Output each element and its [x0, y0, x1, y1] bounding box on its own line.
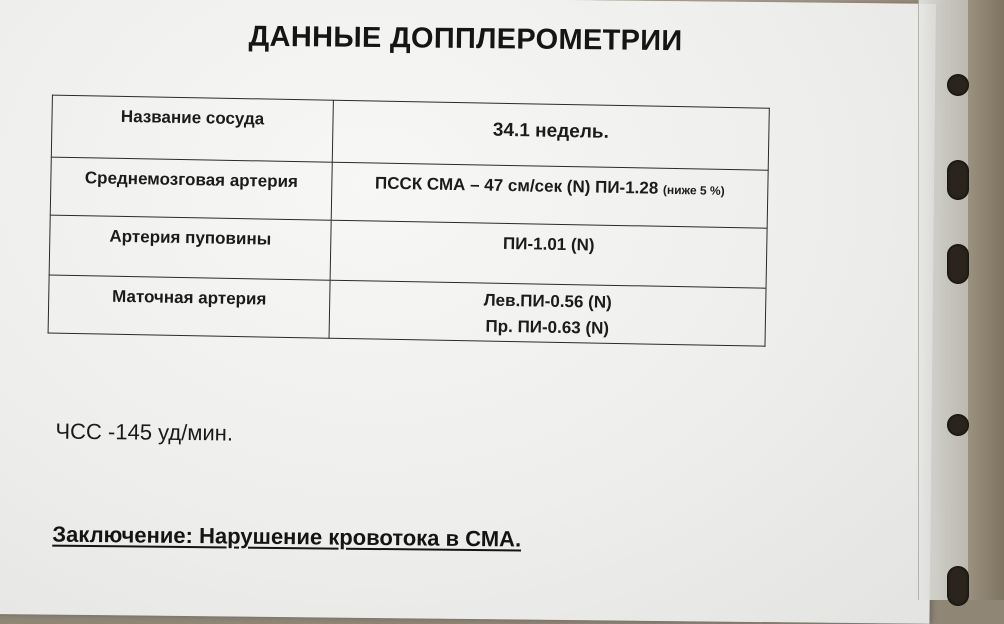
table-cell: [50, 157, 332, 220]
table-cell: [330, 220, 767, 288]
punch-hole: [947, 244, 969, 284]
doppler-table: [48, 95, 770, 347]
vessel-name: Маточная артерия: [111, 286, 267, 309]
table-cell: [329, 280, 766, 346]
table-cell: [49, 215, 331, 280]
vessel-name: Артерия пуповины: [109, 226, 272, 249]
gestation-week-header: 34.1 недель.: [492, 119, 610, 143]
table-cell: [48, 275, 330, 338]
punch-hole: [947, 566, 969, 606]
vessel-name: Среднемозговая артерия: [84, 168, 299, 192]
vessel-value: [330, 281, 766, 345]
vessel-value-note: (ниже 5 %): [662, 182, 725, 198]
vessel-value-line: Лев.ПИ-0.56 (N): [483, 290, 612, 312]
table-cell: [332, 100, 769, 170]
vessel-name-header: Название сосуда: [120, 106, 265, 129]
document-title: ДАННЫЕ ДОППЛЕРОМЕТРИИ: [248, 20, 683, 58]
table-row: [48, 275, 766, 346]
heart-rate-text: ЧСС -145 уд/мин.: [55, 418, 234, 446]
vessel-value-main: ПССК СМА – 47 см/сек (N) ПИ-1.28: [374, 173, 659, 198]
punch-hole: [947, 414, 969, 436]
punch-hole: [947, 160, 969, 200]
table-cell: [51, 95, 333, 162]
table-cell: [331, 162, 768, 228]
binder-edge: [968, 0, 1004, 600]
vessel-value-line: Пр. ПИ-0.63 (N): [485, 316, 610, 338]
punch-hole: [947, 74, 969, 96]
vessel-value: ПИ-1.01 (N): [502, 233, 595, 255]
vessel-value: [332, 163, 767, 201]
conclusion-text: Заключение: Нарушение кровотока в СМА.: [52, 521, 522, 552]
